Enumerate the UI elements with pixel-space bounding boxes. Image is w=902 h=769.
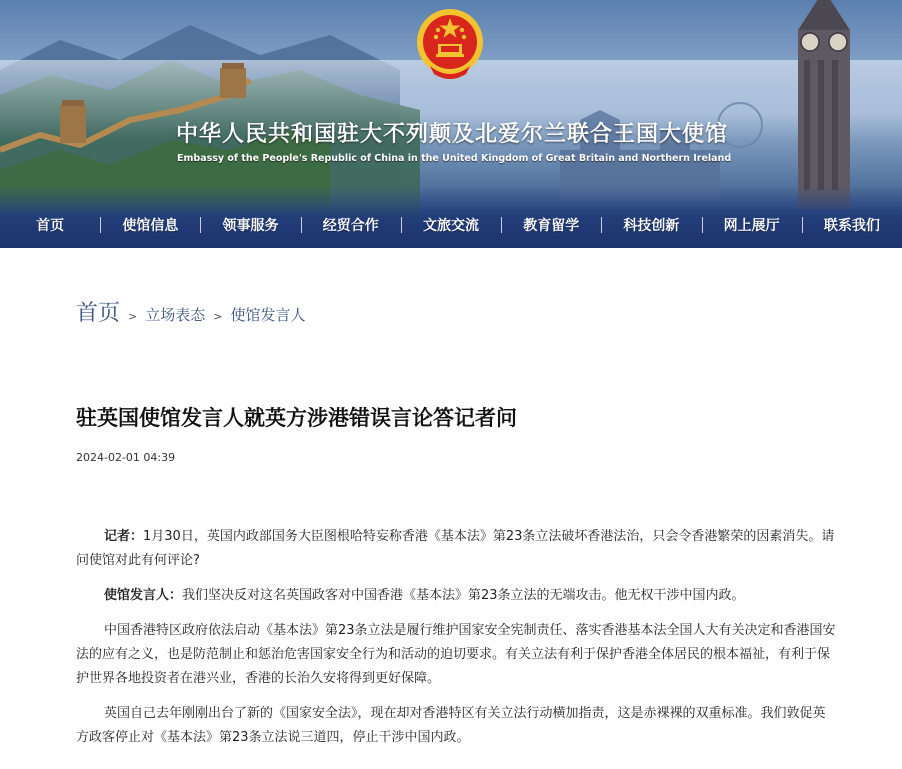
article-paragraph bbox=[76, 702, 836, 750]
article-body bbox=[76, 525, 836, 761]
breadcrumb-separator: > bbox=[213, 310, 223, 323]
nav-item-trade[interactable]: 经贸合作 bbox=[301, 215, 401, 235]
national-emblem-icon bbox=[414, 6, 486, 82]
article-title: 驻英国使馆发言人就英方涉港错误言论答记者问 bbox=[76, 406, 517, 430]
article-paragraph bbox=[76, 525, 836, 573]
paragraph-text: 1月30日，英国内政部国务大臣图根哈特妄称香港《基本法》第23条立法破坏香港法治，只会令香港繁荣的因素消失。请问使馆对此有何评论? bbox=[76, 529, 835, 568]
paragraph-speaker: 记者： bbox=[104, 529, 144, 544]
nav-item-home[interactable]: 首页 bbox=[36, 218, 65, 234]
breadcrumb bbox=[76, 296, 305, 327]
header-banner bbox=[0, 0, 902, 248]
paragraph-text: 英国自己去年刚刚出台了新的《国家安全法》，现在却对香港特区有关立法行动横加指责，这是赤裸裸的双重标准。我们敦促英方政客停止对《基本法》第23条立法说三道四，停止干涉中国内政。 bbox=[76, 706, 826, 745]
nav-item-exhibition[interactable]: 网上展厅 bbox=[702, 215, 802, 235]
breadcrumb-position[interactable]: 立场表态 bbox=[145, 306, 206, 324]
breadcrumb-home[interactable]: 首页 bbox=[76, 301, 121, 326]
nav-item-contact[interactable]: 联系我们 bbox=[802, 215, 902, 235]
paragraph-text: 中国香港特区政府依法启动《基本法》第23条立法是履行维护国家安全宪制责任、落实香港基本法全国人大有关决定和香港国安法的应有之义，也是防范制止和惩治危害国家安全行为和活动的迫切要求。有关立法有利于保护香港全体居民的根本福祉，有利于保护世界各地投资者在港兴业，香港的长治久安将得到更好保障。 bbox=[76, 623, 836, 686]
nav-item-science[interactable]: 科技创新 bbox=[601, 215, 701, 235]
embassy-title-en: Embassy of the People's Republic of China in the United Kingdom of Great Britain and Northern Ireland bbox=[177, 153, 732, 164]
breadcrumb-spokesperson[interactable]: 使馆发言人 bbox=[230, 306, 306, 324]
nav-item-education[interactable]: 教育留学 bbox=[501, 215, 601, 235]
nav-item-culture[interactable]: 文旅交流 bbox=[401, 215, 501, 235]
article-paragraph bbox=[76, 584, 836, 608]
nav-item-embassy-info[interactable]: 使馆信息 bbox=[100, 215, 200, 235]
main-nav bbox=[0, 207, 902, 243]
breadcrumb-separator: > bbox=[128, 310, 138, 323]
paragraph-speaker: 使馆发言人： bbox=[104, 588, 183, 603]
nav-item-consular[interactable]: 领事服务 bbox=[200, 215, 300, 235]
paragraph-text: 我们坚决反对这名英国政客对中国香港《基本法》第23条立法的无端攻击。他无权干涉中国内政。 bbox=[182, 588, 745, 603]
article-date: 2024-02-01 04:39 bbox=[76, 451, 176, 464]
embassy-title-cn: 中华人民共和国驻大不列颠及北爱尔兰联合王国大使馆 bbox=[176, 121, 729, 147]
article-paragraph bbox=[76, 619, 836, 691]
